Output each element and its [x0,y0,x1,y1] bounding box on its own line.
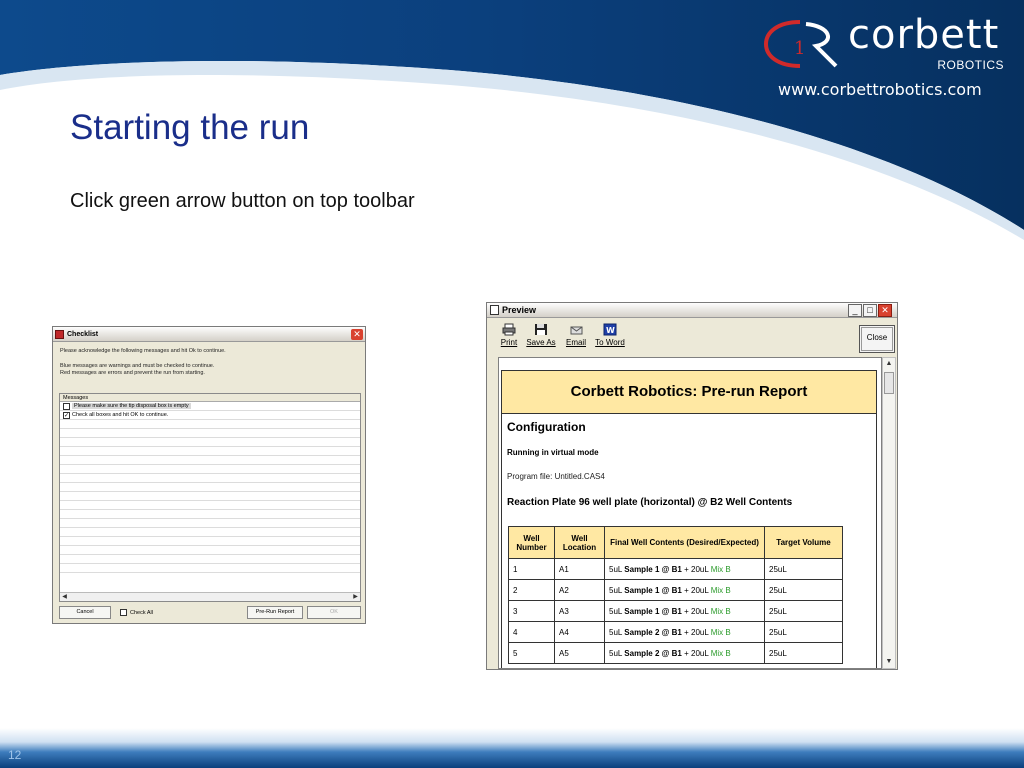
checklist-message: Blue messages are warnings and must be checked to continue. [60,363,215,369]
scroll-left-icon[interactable]: ◀ [62,594,67,600]
checklist-titlebar [53,327,365,342]
corbett-logo [760,14,1010,78]
well-location: A1 [555,559,605,580]
floppy-disk-icon [534,323,548,336]
logo-subtext: ROBOTICS [937,58,1004,72]
well-location: A2 [555,580,605,601]
messages-header: Messages [60,394,360,402]
save-as-button[interactable]: Save As [525,323,557,353]
well-number: 5 [509,643,555,664]
table-row [509,601,843,622]
column-header: Target Volume [765,527,843,559]
document-icon [490,305,499,315]
preview-window [486,302,898,670]
list-item[interactable]: Please make sure the tip disposal box is empty [60,402,360,411]
well-location: A5 [555,643,605,664]
svg-text:1: 1 [794,38,806,59]
printer-icon [502,323,516,336]
messages-list [59,393,361,602]
checklist-app-icon [55,330,64,339]
logo-mark-icon [760,14,840,70]
program-file: Program file: Untitled.CAS4 [507,472,605,481]
word-icon [603,323,617,336]
checkbox[interactable] [63,403,70,410]
well-contents: 5uL Sample 1 @ B1 + 20uL Mix B [605,601,765,622]
target-volume: 25uL [765,622,843,643]
company-url: www.corbettrobotics.com [778,80,982,99]
table-row [509,559,843,580]
target-volume: 25uL [765,559,843,580]
column-header: Well Number [509,527,555,559]
table-row [509,580,843,601]
maximize-icon[interactable]: □ [863,304,877,317]
well-number: 2 [509,580,555,601]
minimize-icon[interactable]: _ [848,304,862,317]
preview-titlebar [487,303,897,318]
column-header: Final Well Contents (Desired/Expected) [605,527,765,559]
well-number: 4 [509,622,555,643]
checklist-message: Please acknowledge the following messages and hit Ok to continue. [60,348,226,354]
horizontal-scrollbar[interactable] [60,592,360,601]
checklist-message: Red messages are errors and prevent the run from starting. [60,370,205,376]
scroll-down-icon[interactable]: ▼ [885,658,893,665]
target-volume: 25uL [765,643,843,664]
well-number: 1 [509,559,555,580]
email-icon [569,323,583,336]
checklist-window [52,326,366,624]
close-icon[interactable]: ✕ [351,329,363,340]
scroll-right-icon[interactable]: ▶ [353,594,358,600]
svg-text:W: W [606,326,615,335]
report-body [501,414,877,669]
preview-toolbar [489,321,895,355]
plate-heading: Reaction Plate 96 well plate (horizontal) @ B2 Well Contents [507,497,793,508]
table-row [509,622,843,643]
checkbox-checked[interactable]: ✓ [64,413,70,419]
preview-title: Preview [502,305,537,315]
well-contents-table [508,526,843,664]
well-location: A3 [555,601,605,622]
pre-run-report-button[interactable]: Pre-Run Report [247,606,303,619]
checkbox[interactable] [120,609,127,616]
table-row [509,643,843,664]
ok-button[interactable]: OK [307,606,361,619]
close-button[interactable]: Close [859,325,895,353]
well-contents: 5uL Sample 1 @ B1 + 20uL Mix B [605,580,765,601]
slide-subtitle: Click green arrow button on top toolbar [70,190,415,212]
well-contents: 5uL Sample 2 @ B1 + 20uL Mix B [605,643,765,664]
well-contents: 5uL Sample 1 @ B1 + 20uL Mix B [605,559,765,580]
close-icon[interactable]: ✕ [878,304,892,317]
well-location: A4 [555,622,605,643]
well-contents: 5uL Sample 2 @ B1 + 20uL Mix B [605,622,765,643]
scroll-up-icon[interactable]: ▲ [885,360,893,367]
checklist-title: Checklist [67,330,99,338]
email-button[interactable]: Email [565,323,587,353]
target-volume: 25uL [765,580,843,601]
page-number: 12 [8,748,22,762]
report-document [498,357,882,669]
scroll-thumb[interactable] [884,372,894,394]
cancel-button[interactable]: Cancel [59,606,111,619]
logo-wordmark: corbett [848,12,1000,58]
print-button[interactable]: Print [499,323,519,353]
slide-title: Starting the run [70,108,310,147]
run-mode: Running in virtual mode [507,448,599,457]
list-item[interactable]: ✓ Check all boxes and hit OK to continue. [60,411,360,420]
well-number: 3 [509,601,555,622]
report-heading: Corbett Robotics: Pre-run Report [501,370,877,414]
target-volume: 25uL [765,601,843,622]
to-word-button[interactable]: W To Word [593,323,627,353]
column-header: Well Location [555,527,605,559]
vertical-scrollbar[interactable] [882,357,896,669]
check-all-toggle[interactable]: Check All [120,609,153,616]
section-title: Configuration [507,420,586,434]
footer-band [0,728,1024,768]
